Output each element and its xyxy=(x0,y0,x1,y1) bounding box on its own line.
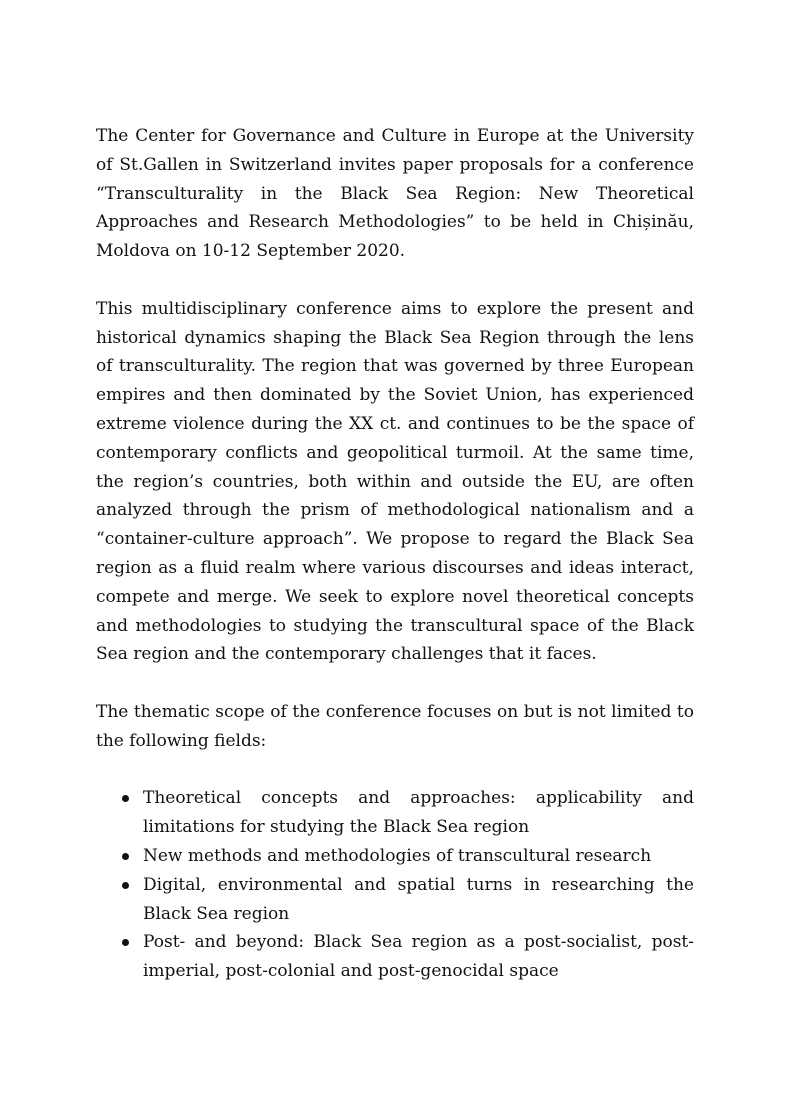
list-item xyxy=(96,871,694,929)
list-item-text: Digital, environmental and spatial turns in researching the Black Sea region xyxy=(143,874,694,924)
bullet-icon xyxy=(122,795,129,802)
bullet-icon xyxy=(122,882,129,889)
list-item-text: Post- and beyond: Black Sea region as a post-socialist, post-imperial, post-colonial and post-genocidal space xyxy=(143,932,694,982)
bullet-icon xyxy=(122,853,129,860)
thematic-fields-list xyxy=(96,784,694,986)
list-item xyxy=(96,784,694,842)
list-item xyxy=(96,928,694,986)
intro-paragraph: The Center for Governance and Culture in Europe at the University of St.Gallen in Switzerland invites paper proposals for a conference “Transculturality in the Black Sea Region: New Theoretical Approaches and Research Methodologies” to be held in Chișinău, Moldova on 10-12 September 2020. xyxy=(96,126,694,262)
aims-paragraph: This multidisciplinary conference aims to explore the present and historical dynamics shaping the Black Sea Region through the lens of transculturality. The region that was governed by three European empires and then dominated by the Soviet Union, has experienced extreme violence during the XX ct. and continues to be the space of contemporary conflicts and geopolitical turmoil. At the same time, the region’s countries, both within and outside the EU, are often analyzed through the prism of methodological nationalism and a “container-culture approach”. We propose to regard the Black Sea region as a fluid realm where various discourses and ideas interact, compete and merge. We seek to explore novel theoretical concepts and methodologies to studying the transcultural space of the Black Sea region and the contemporary challenges that it faces. xyxy=(96,298,694,665)
list-item-text: New methods and methodologies of transcultural research xyxy=(143,845,652,866)
document-page xyxy=(96,122,694,986)
list-item xyxy=(96,842,694,871)
list-item-text: Theoretical concepts and approaches: applicability and limitations for studying the Black Sea region xyxy=(143,788,694,838)
bullet-icon xyxy=(122,939,129,946)
scope-paragraph: The thematic scope of the conference focuses on but is not limited to the following fields: xyxy=(96,701,694,751)
